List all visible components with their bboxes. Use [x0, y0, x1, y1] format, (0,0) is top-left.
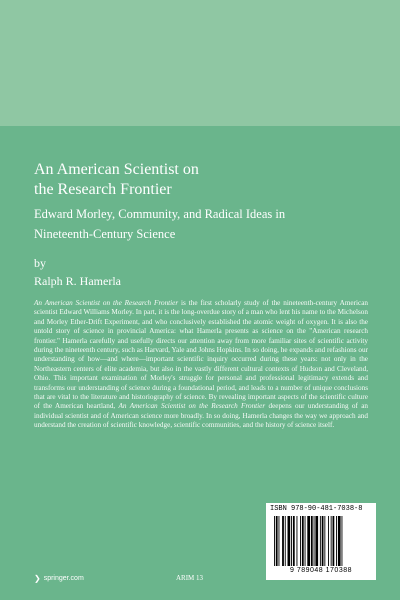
isbn-barcode: [266, 503, 376, 580]
blurb-title-ref-2: An American Scientist on the Research Frontier: [118, 402, 266, 411]
author-name: Ralph R. Hamerla: [34, 274, 121, 288]
book-subtitle: [34, 204, 368, 244]
cover-content: [34, 160, 368, 431]
publisher-name: springer.com: [43, 575, 84, 582]
subtitle-line-2: Nineteenth-Century Science: [34, 227, 176, 241]
barcode-bars: [274, 516, 368, 566]
blurb-title-ref-1: An American Scientist on the Research Frontier: [34, 299, 179, 307]
blurb-text-1: is the first scholarly study of the nineteenth-century American scientist Edward Williams Morley. In part, it is the long-overdue story of a man who lent his name to the Michelson and Morley Ether-Drift Experiment, and who conclusively established the atomic weight of oxygen. It is also the untold story of science in provincial America: what Hamerla presents as science on the "American research frontier." Hamerla carefully and usefully directs our attention away from more familiar sites of scientific activity during the nineteenth century, such as Harvard, Yale and Johns Hopkins. In so doing, he expands and refashions our understanding of how—and where—important scientific inquiry occurred during these years: not only in the Northeastern centers of elite academia, but also in the vastly different cultural contexts of Hudson and Cleveland, Ohio. This important examination of Morley's struggle for personal and professional legitimacy extends and transforms our understanding of science during a foundational period, and leads to a number of unique conclusions that are vital to the literature and historiography of science. By revealing important aspects of the scientific culture of the American heartland,: [34, 299, 368, 411]
isbn-number: ISBN 978-90-481-7038-8: [270, 505, 363, 513]
top-color-panel: [0, 0, 400, 126]
book-title: [34, 160, 368, 200]
book-description: [34, 299, 368, 431]
arrow-icon: ❯: [34, 574, 41, 583]
title-line-2: the Research Frontier: [34, 181, 172, 198]
publisher-link[interactable]: [34, 574, 84, 583]
title-line-1: An American Scientist on: [34, 161, 199, 178]
series-label: ARIM 13: [176, 574, 204, 582]
barcode-digits: 9 789048 170388: [290, 567, 352, 574]
blurb-text-2: deepens our understanding of an individual scientist and of American science more broadly. In so doing, Hamerla changes the way we approach and understand the creation of scientific knowledge, scientific communities, and the history of science itself.: [34, 402, 368, 430]
by-label: by: [34, 256, 46, 270]
subtitle-line-1: Edward Morley, Community, and Radical Ideas in: [34, 207, 286, 221]
